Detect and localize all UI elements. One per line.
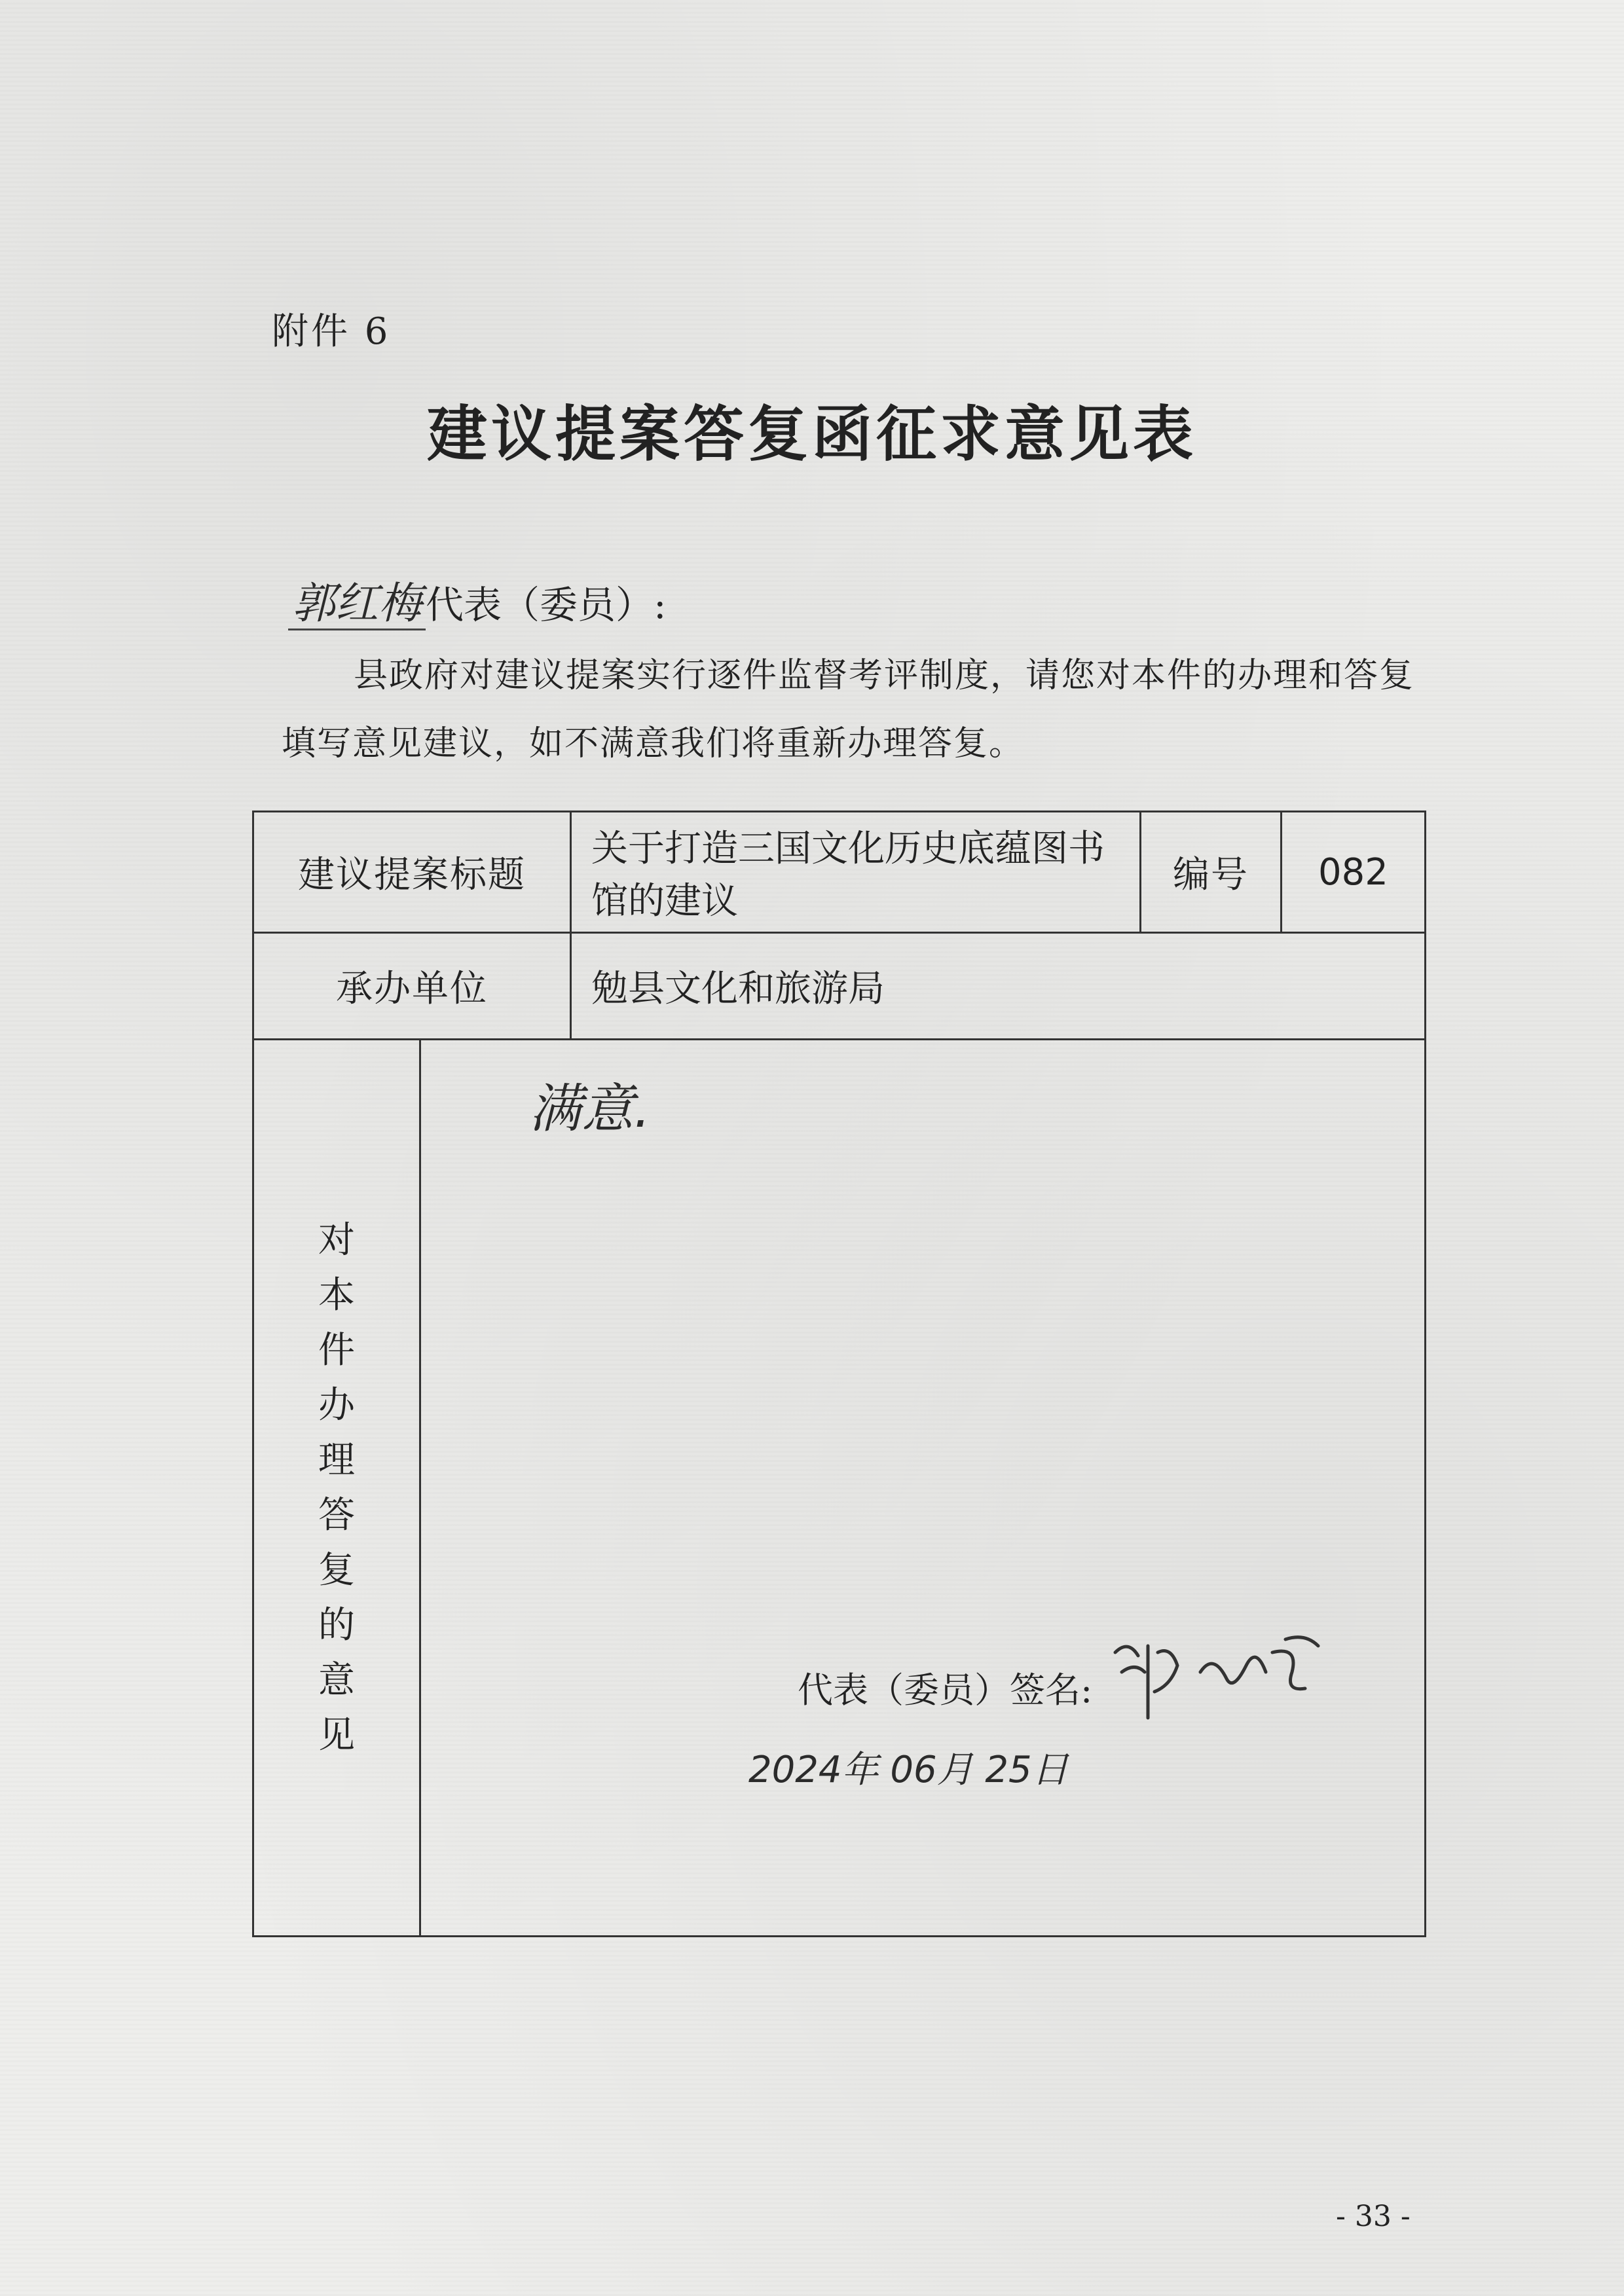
date-year: 2024 (748, 1749, 842, 1791)
opinion-label-char: 意 (318, 1658, 355, 1702)
opinion-label-char: 的 (318, 1603, 355, 1647)
opinion-label-char: 本 (318, 1273, 355, 1317)
opinion-value: 满意. (529, 1078, 651, 1139)
representative-name: 郭红梅 (288, 578, 426, 630)
opinion-label-char: 对 (318, 1218, 355, 1262)
opinion-label-char: 办 (318, 1383, 355, 1427)
opinion-label (253, 1040, 420, 1937)
date-month: 06 (890, 1749, 937, 1791)
handwritten-signature (1109, 1626, 1325, 1724)
handling-unit-value: 勉县文化和旅游局 (571, 933, 1426, 1040)
proposal-title-label: 建议提案标题 (253, 812, 571, 933)
number-value: 082 (1282, 812, 1426, 933)
signature-date (748, 1741, 1069, 1793)
opinion-area (420, 1040, 1426, 1937)
opinion-label-char: 理 (318, 1438, 355, 1482)
salutation (288, 568, 667, 630)
intro-paragraph: 县政府对建议提案实行逐件监督考评制度，请您对本件的办理和答复填写意见建议，如不满意我们将重新办理答复。 (282, 656, 1415, 763)
date-year-unit: 年 (841, 1749, 879, 1791)
proposal-title-value: 关于打造三国文化历史底蕴图书馆的建议 (571, 812, 1141, 933)
handling-unit-label: 承办单位 (253, 933, 571, 1040)
table-row (253, 812, 1426, 933)
date-day: 25 (985, 1749, 1032, 1791)
opinion-label-char: 见 (318, 1713, 355, 1757)
attachment-label: 附件 6 (272, 310, 391, 353)
table-row (253, 1040, 1426, 1937)
date-month-unit: 月 (936, 1749, 974, 1791)
page-number: - 33 - (1336, 2200, 1411, 2233)
signature-label: 代表（委员）签名: (798, 1669, 1093, 1711)
number-label: 编号 (1141, 812, 1282, 933)
salutation-suffix: 代表（委员）: (426, 583, 667, 627)
opinion-label-char: 件 (318, 1328, 355, 1372)
opinion-label-char: 复 (318, 1548, 355, 1592)
opinion-label-char: 答 (318, 1493, 355, 1537)
opinion-form-table (252, 811, 1426, 1937)
date-day-unit: 日 (1031, 1749, 1069, 1791)
form-title: 建议提案答复函征求意见表 (426, 399, 1197, 469)
table-row (253, 933, 1426, 1040)
